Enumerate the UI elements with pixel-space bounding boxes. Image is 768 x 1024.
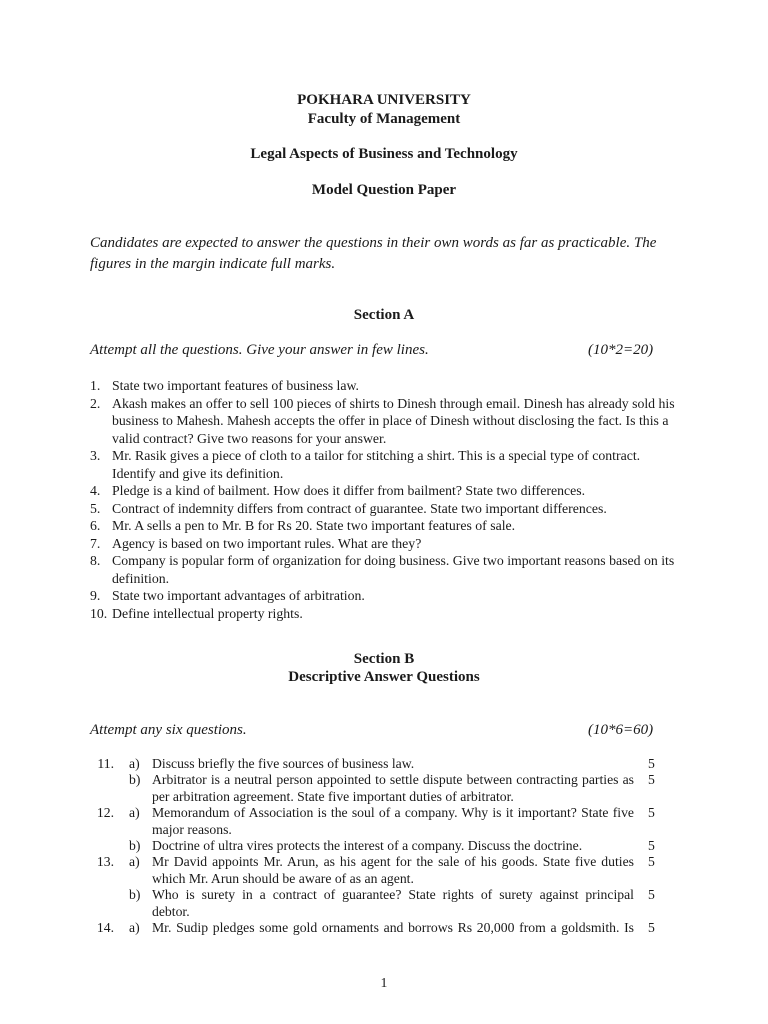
part-marks: 5 (648, 854, 655, 870)
question-text-line: Company is popular form of organization for doing business. Give two important reasons based on its (112, 553, 675, 568)
part-marks: 5 (648, 772, 655, 788)
section-b-question-list (90, 756, 670, 936)
question-text-line: Discuss briefly the five sources of business law. (152, 756, 415, 771)
question-text-line: Doctrine of ultra vires protects the interest of a company. Discuss the doctrine. (152, 838, 583, 854)
question-number: 9. (90, 588, 101, 603)
section-a-question-list (90, 377, 690, 622)
question-number: 3. (90, 448, 101, 463)
question-number: 7. (90, 535, 101, 551)
question-part (90, 887, 655, 920)
question-number: 2. (90, 395, 101, 411)
question-text-line: Mr David appoints Mr. Arun, as his agent for the sale of his goods. State five duties (152, 854, 634, 870)
question-text-line: which Mr. Arun should be aware of as an agent. (152, 870, 414, 886)
question-number: 14. (96, 920, 114, 936)
part-marks: 5 (648, 805, 655, 821)
question-item (90, 535, 690, 553)
part-marks: 5 (648, 756, 655, 771)
question-number: 1. (90, 378, 101, 393)
question-text-line: State two important advantages of arbitration. (112, 588, 365, 603)
question-text-line: business to Mahesh. Mahesh accepts the offer in place of Dinesh without disclosing the fact. Is this a (112, 413, 669, 428)
question-number: 5. (90, 500, 101, 516)
question-number: 8. (90, 553, 101, 568)
question-text-line: major reasons. (152, 821, 232, 837)
question-text-line: Mr. Rasik gives a piece of cloth to a tailor for stitching a shirt. This is a special type of contract. (112, 448, 641, 463)
question-item (90, 395, 690, 448)
general-instructions (90, 233, 680, 275)
question-text-line: Define intellectual property rights. (112, 605, 303, 621)
question-text-line: valid contract? Give two reasons for your answer. (112, 430, 387, 446)
question-item (90, 482, 690, 500)
part-label: a) (129, 805, 140, 821)
section-b-instruction: Attempt any six questions. (90, 722, 247, 738)
part-label: b) (129, 838, 141, 854)
part-label: a) (129, 756, 140, 771)
question-number: 11. (97, 756, 114, 771)
question-item (90, 447, 690, 482)
question-text-line: State two important features of business law. (112, 378, 360, 393)
section-b-instruction-row (90, 721, 670, 740)
section-a-instruction: Attempt all the questions. Give your answer in few lines. (90, 342, 429, 358)
question-number: 13. (96, 854, 114, 870)
section-a-instruction-row (90, 341, 670, 360)
paper-type: Model Question Paper (311, 182, 457, 198)
question-part (90, 920, 655, 936)
page-number: 1 (380, 975, 388, 990)
section-a-marks: (10*2=20) (588, 342, 654, 358)
question-part (90, 756, 655, 772)
question-number: 12. (96, 805, 114, 821)
question-item (90, 605, 690, 623)
part-label: a) (129, 920, 140, 936)
question-text-line: per arbitration agreement. State five important duties of arbitrator. (152, 788, 514, 804)
instruction-line: figures in the margin indicate full marks. (90, 256, 336, 272)
question-item (90, 552, 690, 587)
question-part (90, 805, 655, 838)
question-text-line: definition. (112, 570, 170, 586)
section-b-title: Section B (353, 651, 415, 667)
question-number: 6. (90, 518, 101, 533)
question-text-line: Memorandum of Association is the soul of a company. Why is it important? State five (152, 805, 634, 821)
part-marks: 5 (648, 838, 655, 854)
course-title: Legal Aspects of Business and Technology (250, 146, 518, 162)
part-label: b) (129, 887, 141, 903)
question-text-line: Mr. Sudip pledges some gold ornaments and borrows Rs 20,000 from a goldsmith. Is (152, 920, 634, 936)
section-b-marks: (10*6=60) (588, 722, 654, 738)
question-part (90, 838, 655, 854)
question-text-line: Arbitrator is a neutral person appointed to settle dispute between contracting parties as (152, 772, 634, 788)
section-a-title: Section A (353, 307, 415, 323)
faculty-name: Faculty of Management (307, 111, 461, 127)
instruction-line: Candidates are expected to answer the questions in their own words as far as practicable. The (90, 235, 657, 251)
question-text-line: Akash makes an offer to sell 100 pieces of shirts to Dinesh through email. Dinesh has already sold his (112, 395, 675, 411)
question-item (90, 500, 690, 518)
question-text-line: Agency is based on two important rules. What are they? (112, 535, 422, 551)
question-text-line: Who is surety in a contract of guarantee? State rights of surety against principal (152, 887, 634, 903)
university-name: POKHARA UNIVERSITY (297, 92, 471, 108)
part-label: a) (129, 854, 140, 870)
question-text-line: Pledge is a kind of bailment. How does it differ from bailment? State two differences. (112, 483, 586, 498)
question-item (90, 377, 690, 395)
part-label: b) (129, 772, 141, 788)
part-marks: 5 (648, 920, 655, 936)
question-text-line: Identify and give its definition. (112, 465, 284, 481)
part-marks: 5 (648, 887, 655, 903)
question-text-line: debtor. (152, 903, 190, 919)
question-part (90, 772, 655, 805)
section-b-subtitle: Descriptive Answer Questions (288, 669, 480, 685)
question-number: 10. (90, 605, 108, 621)
question-number: 4. (90, 483, 101, 498)
question-item (90, 587, 690, 605)
question-text-line: Contract of indemnity differs from contract of guarantee. State two important differences. (112, 500, 607, 516)
question-text-line: Mr. A sells a pen to Mr. B for Rs 20. State two important features of sale. (112, 518, 516, 533)
question-part (90, 854, 655, 887)
question-item (90, 517, 690, 535)
